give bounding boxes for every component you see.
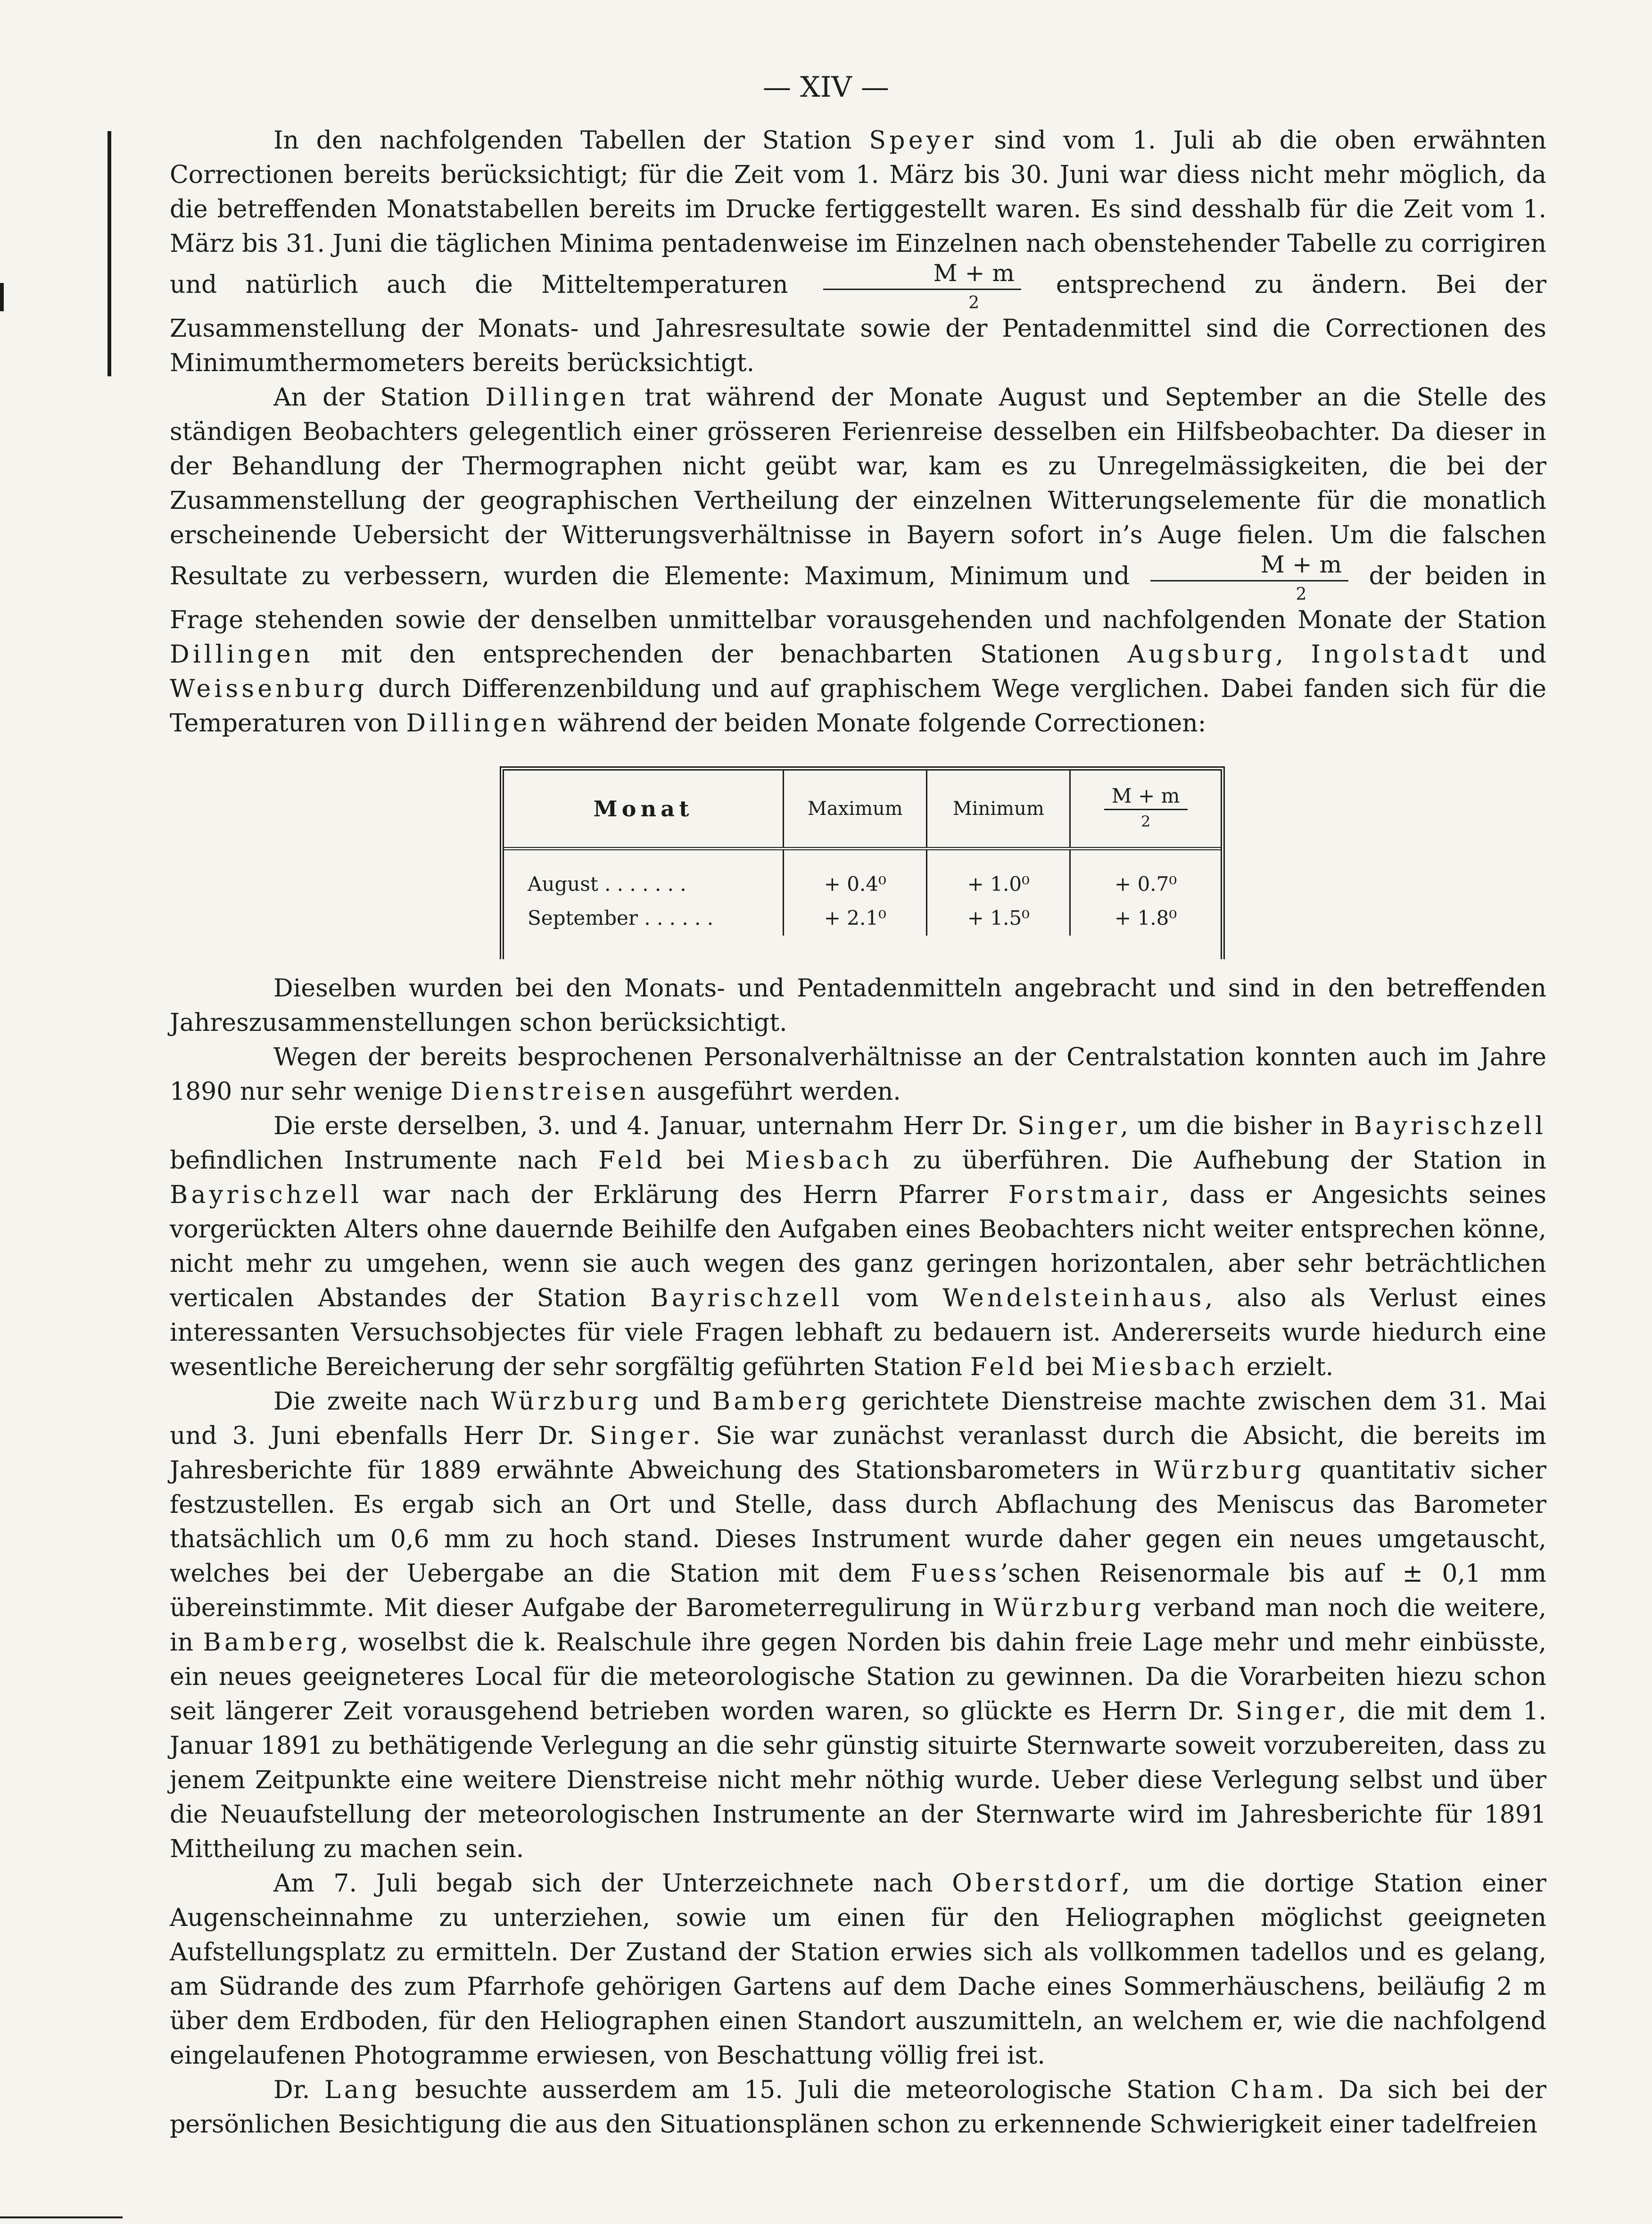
column-mean: + 0.7⁰ + 1.8⁰ [1115, 872, 1177, 929]
header-maximum: Maximum [784, 771, 927, 849]
station-name: Dillingen [406, 709, 550, 738]
text-block-upper [170, 124, 1546, 741]
paragraph-erste-reise: Die erste derselben, 3. und 4. Januar, unternahm Herr Dr. Singer, um die bisher in Bayrischzell befindlichen Instrumente nach Feld bei Miesbach zu überführen. Die Aufhebung der Station in Bayrischzell war nach der Erklärung des Herrn Pfarrer Forstmair, dass er Angesichts seines vorgerückten Alters ohne dauernde Beihilfe den Aufgaben eines Beobachters nicht weiter entsprechen könne, nicht mehr zu umgehen, wenn sie auch wegen des ganz geringen horizontalen, aber sehr beträchtlichen verticalen Abstandes der Station Bayrischzell vom Wendelsteinhaus, also als Verlust eines interessanten Versuchsobjectes für viele Fragen lebhaft zu bedauern ist. Andererseits wurde hiedurch eine wesentliche Bereicherung der sehr sorgfältig geführten Station Feld bei Miesbach erzielt. [170, 1112, 1547, 1381]
corrections-table [500, 766, 1225, 959]
header-minimum: Minimum [927, 771, 1070, 849]
column-monat [504, 849, 784, 936]
margin-mark-vertical [107, 131, 111, 376]
fraction-mean: $\frac{M + m}{2}$ [1150, 553, 1348, 603]
paragraph-dieselben: Dieselben wurden bei den Monats- und Pentadenmitteln angebracht und sind in den betreffenden Jahreszusammenstellungen schon berücksichtigt. [170, 974, 1546, 1037]
column-maximum: + 0.4⁰ + 2.1⁰ [784, 849, 927, 936]
paragraph-oberstdorf: Am 7. Juli begab sich der Unterzeichnete nach Oberstdorf, um die dortige Station einer Augenscheinnahme zu unterziehen, sowie um einen für den Heliographen möglichst geeigneten Aufstellungsplatz zu ermitteln. Der Zustand der Station erwies sich als vollkommen tadellos und es gelang, am Südrande des zum Pfarrhofe gehörigen Gartens auf dem Dache eines Sommerhäuschens, beiläufig 2 m über dem Erdboden, für den Heliographen einen Standort auszumitteln, an welchem er, wie die nachfolgend eingelaufenen Photogramme erwiesen, von Beschattung völlig frei ist. [170, 1869, 1547, 2070]
station-name: Dillingen [170, 640, 314, 669]
paragraph-speyer: In den nachfolgenden Tabellen der Station Speyer sind vom 1. Juli ab die oben erwähnten Correctionen bereits berücksichtigt; für die Zeit vom 1. März bis 30. Juni war diess nicht mehr möglich, da die betreffenden Monatstabellen bereits im Drucke fertiggestellt waren. Es sind desshalb für die Zeit vom 1. März bis 31. Juni die täglichen Minima pentadenweise im Einzelnen nach obenstehender Tabelle zu corrigiren und natürlich auch die Mitteltemperaturen $\frac{M + m}{2}$ entsprechend zu ändern. Bei der Zusammenstellung der Monats- und Jahresresultate sowie der Pentadenmittel sind die Correctionen des Minimumthermometers bereits berücksichtigt. [170, 126, 1546, 377]
station-name: Augsburg [1127, 640, 1276, 669]
header-monat: Monat [504, 771, 784, 849]
paragraph-dienstreisen: Wegen der bereits besprochenen Personalverhältnisse an der Centralstation konnten auch im Jahre 1890 nur sehr wenige Dienstreisen ausgeführt werden. [170, 1043, 1546, 1106]
station-name: Speyer [869, 126, 977, 155]
row-label: September . . . . . . [528, 906, 714, 929]
fraction-mean: $\frac{M + m}{2}$ [823, 261, 1021, 312]
station-name: Weissenburg [170, 675, 368, 703]
header-mean: M + m 2 [1070, 771, 1221, 849]
scan-edge-bottom [0, 2216, 123, 2218]
page-number: — XIV — [763, 71, 889, 104]
text-block-lower [170, 971, 1546, 2142]
station-name: Ingolstadt [1311, 640, 1472, 669]
station-name: Dillingen [485, 383, 629, 412]
margin-mark-tick-left [0, 283, 4, 311]
table-header-row [504, 771, 1221, 849]
row-label: August . . . . . . . [528, 872, 686, 896]
table-body [504, 849, 1221, 936]
column-minimum: + 1.0⁰ + 1.5⁰ [927, 849, 1070, 936]
paragraph-cham: Dr. Lang besuchte ausserdem am 15. Juli die meteorologische Station Cham. Da sich bei der persönlichen Besichtigung die aus den Situationsplänen schon zu erkennende Schwierigkeit einer tadelfreien [170, 2076, 1546, 2139]
paragraph-zweite-reise: Die zweite nach Würzburg und Bamberg gerichtete Dienstreise machte zwischen dem 31. Mai und 3. Juni ebenfalls Herr Dr. Singer. Sie war zunächst veranlasst durch die Absicht, die bereits im Jahresberichte für 1889 erwähnte Abweichung des Stationsbarometers in Würzburg quantitativ sicher festzustellen. Es ergab sich an Ort und Stelle, dass durch Abflachung des Meniscus das Barometer thatsächlich um 0,6 mm zu hoch stand. Dieses Instrument wurde daher gegen ein neues umgetauscht, welches bei der Uebergabe an die Station mit dem Fuess’schen Reisenormale bis auf ± 0,1 mm übereinstimmte. Mit dieser Aufgabe der Barometerregulirung in Würzburg verband man noch die weitere, in Bamberg, woselbst die k. Realschule ihre gegen Norden bis dahin freie Lage mehr und mehr einbüsste, ein neues geeigneteres Local für die meteorologische Station zu gewinnen. Da die Vorarbeiten hiezu schon seit längerer Zeit vorausgehend betrieben worden waren, so glückte es Herrn Dr. Singer, die mit dem 1. Januar 1891 zu bethätigende Verlegung an die sehr günstig situirte Sternwarte soweit vorzubereiten, dass zu jenem Zeitpunkte eine weitere Dienstreise nicht mehr nöthig wurde. Ueber diese Verlegung selbst und über die Neuaufstellung der meteorologischen Instrumente an der Sternwarte wird im Jahresberichte für 1891 Mittheilung zu machen sein. [170, 1387, 1547, 1863]
paragraph-dillingen: An der Station Dillingen trat während der Monate August und September an die Stelle des ständigen Beobachters gelegentlich einer grösseren Ferienreise desselben ein Hilfsbeobachter. Da dieser in der Behandlung der Thermographen nicht geübt war, kam es zu Unregelmässigkeiten, die bei der Zusammenstellung der geographischen Vertheilung der einzelnen Witterungselemente für die monatlich erscheinende Uebersicht der Witterungsverhältnisse in Bayern sofort in’s Auge fielen. Um die falschen Resultate zu verbessern, wurden die Elemente: Maximum, Minimum und $\frac{M + m}{2}$ der beiden in Frage stehenden sowie der denselben unmittelbar vorausgehenden und nachfolgenden Monate der Station Dillingen mit den entsprechenden der benachbarten Stationen Augsburg, Ingolstadt und Weissenburg durch Differenzenbildung und auf graphischem Wege verglichen. Dabei fanden sich für die Temperaturen von Dillingen während der beiden Monate folgende Correctionen: [170, 383, 1547, 738]
